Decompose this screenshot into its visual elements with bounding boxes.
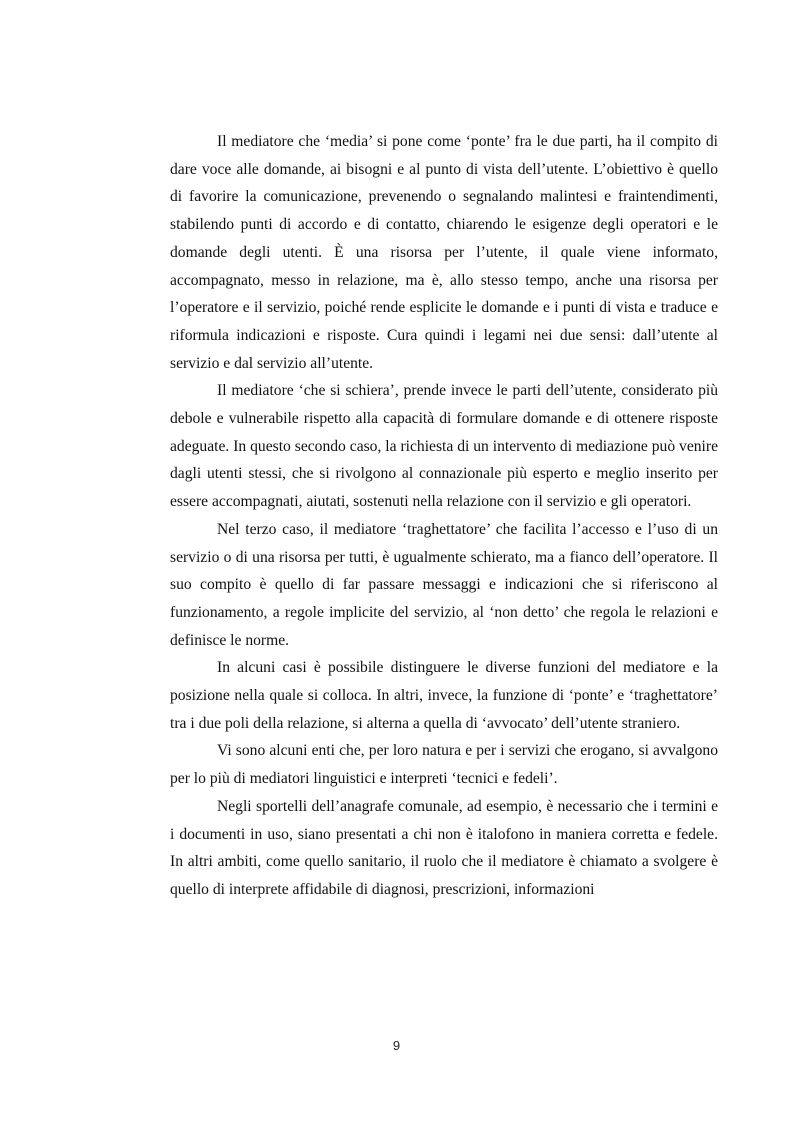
paragraph-ponte: Il mediatore che ‘media’ si pone come ‘ponte’ fra le due parti, ha il compito di dare voce alle domande, ai bisogni e al punto di vista dell’utente. L’obiettivo è quello di favorire la comunicazione, prevenendo o segnalando malintesi e fraintendimenti, stabilendo punti di accordo e di contatto, chiarendo le esigenze degli operatori e le domande degli utenti. È una risorsa per l’utente, il quale viene informato, accompagnato, messo in relazione, ma è, allo stesso tempo, anche una risorsa per l’operatore e il servizio, poiché rende esplicite le domande e i punti di vista e traduce e riformula indicazioni e risposte. Cura quindi i legami nei due sensi: dall’utente al servizio e dal servizio all’utente. <box>170 133 718 372</box>
page-number: 9 <box>392 1038 401 1053</box>
paragraph-funzioni: In alcuni casi è possibile distinguere le diverse funzioni del mediatore e la posizione nella quale si colloca. In altri, invece, la funzione di ‘ponte’ e ‘traghettatore’ tra i due poli della relazione, si alterna a quella di ‘avvocato’ dell’utente straniero. <box>170 659 718 732</box>
paragraph-enti: Vi sono alcuni enti che, per loro natura e per i servizi che erogano, si avvalgono per lo più di mediatori linguistici e interpreti ‘tecnici e fedeli’. <box>170 742 718 788</box>
paragraph-traghettatore: Nel terzo caso, il mediatore ‘traghettatore’ che facilita l’accesso e l’uso di un servizio o di una risorsa per tutti, è ugualmente schierato, ma a fianco dell’operatore. Il suo compito è quello di far passare messaggi e indicazioni che si riferiscono al funzionamento, a regole implicite del servizio, al ‘non detto’ che regola le relazioni e definisce le norme. <box>170 520 718 649</box>
body-text <box>170 128 718 904</box>
paragraph-sportelli: Negli sportelli dell’anagrafe comunale, ad esempio, è necessario che i termini e i documenti in uso, siano presentati a chi non è italofono in maniera corretta e fedele. In altri ambiti, come quello sanitario, il ruolo che il mediatore è chiamato a svolgere è quello di interprete affidabile di diagnosi, prescrizioni, informazioni <box>170 797 718 898</box>
paragraph-che-si-schiera: Il mediatore ‘che si schiera’, prende invece le parti dell’utente, considerato più debole e vulnerabile rispetto alla capacità di formulare domande e di ottenere risposte adeguate. In questo secondo caso, la richiesta di un intervento di mediazione può venire dagli utenti stessi, che si rivolgono al connazionale più esperto e meglio inserito per essere accompagnati, aiutati, sostenuti nella relazione con il servizio e gli operatori. <box>170 382 718 511</box>
